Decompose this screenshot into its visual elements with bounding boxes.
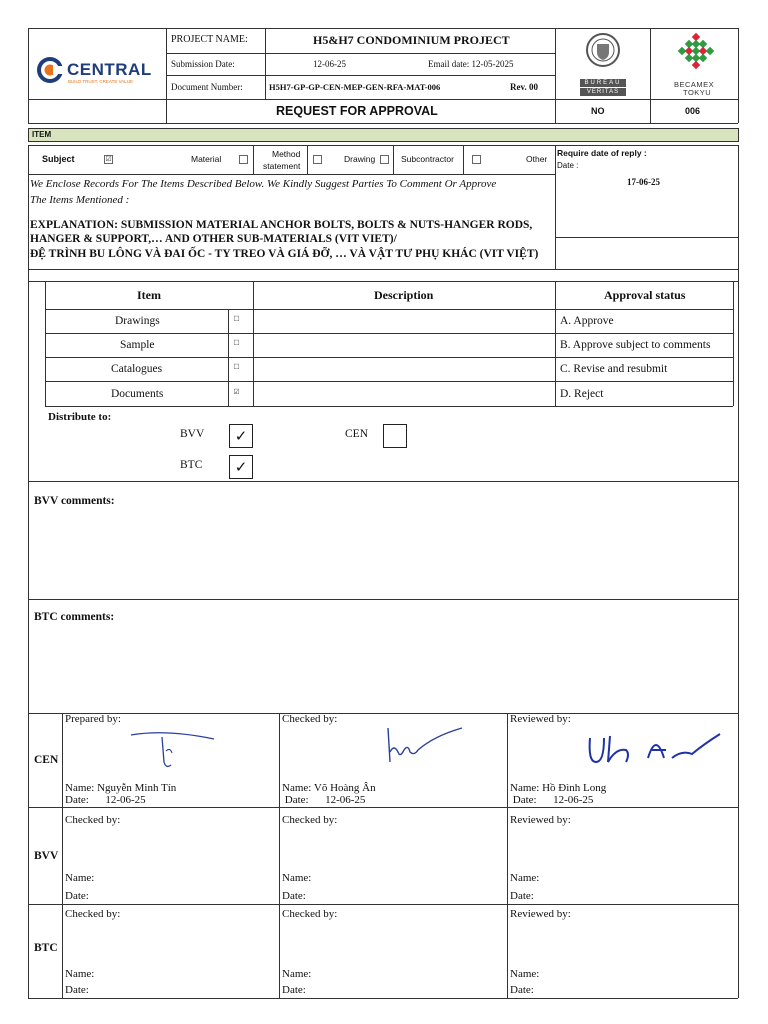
status-a: A. Approve bbox=[560, 315, 614, 327]
bvv-date-3: Date: bbox=[510, 890, 534, 902]
subcontractor-checkbox[interactable] bbox=[472, 155, 481, 164]
logo-brand: CENTRAL bbox=[67, 60, 152, 79]
item-bar-label: ITEM bbox=[32, 130, 52, 139]
reply-date-label: Date : bbox=[557, 161, 579, 170]
rev: Rev. 00 bbox=[510, 82, 538, 92]
material-checkbox[interactable] bbox=[239, 155, 248, 164]
bv-seal-icon bbox=[585, 32, 621, 68]
item-sample: Sample bbox=[120, 339, 155, 351]
catalogues-checkbox[interactable]: ☐ bbox=[233, 363, 240, 371]
cen-reviewed-by: Reviewed by: bbox=[510, 713, 571, 725]
col-status-header: Approval status bbox=[604, 288, 686, 302]
material-label: Material bbox=[191, 154, 222, 164]
btc-date-2: Date: bbox=[282, 984, 306, 996]
becamex-line2: TOKYU bbox=[683, 88, 712, 97]
col-item-header: Item bbox=[137, 288, 161, 302]
item-catalogues: Catalogues bbox=[111, 363, 163, 375]
btc-name-1: Name: bbox=[65, 968, 95, 980]
drawings-checkbox[interactable]: ☐ bbox=[233, 315, 240, 323]
subject-label: Subject bbox=[42, 154, 75, 164]
project-name: H5&H7 CONDOMINIUM PROJECT bbox=[313, 33, 510, 47]
bvv-date-1: Date: bbox=[65, 890, 89, 902]
btc-checked-by-2: Checked by: bbox=[282, 908, 338, 920]
project-name-label: PROJECT NAME: bbox=[171, 34, 248, 45]
submission-date-label: Submission Date: bbox=[171, 59, 235, 69]
distribute-cen-checkbox[interactable] bbox=[383, 424, 407, 448]
btc-date-3: Date: bbox=[510, 984, 534, 996]
sample-checkbox[interactable]: ☐ bbox=[233, 339, 240, 347]
bvv-comments-area[interactable] bbox=[30, 512, 735, 596]
bvv-checked-by-1: Checked by: bbox=[65, 814, 121, 826]
bvv-date-2: Date: bbox=[282, 890, 306, 902]
bv-text-1: BUREAU bbox=[580, 79, 626, 87]
item-drawings: Drawings bbox=[115, 315, 160, 327]
becamex-diamond-icon bbox=[676, 34, 716, 68]
signature-checked bbox=[384, 722, 474, 767]
central-logo-mark bbox=[36, 56, 64, 84]
no-label: NO bbox=[591, 106, 605, 116]
bureau-veritas-logo bbox=[578, 32, 628, 96]
submission-date: 12-06-25 bbox=[313, 59, 346, 69]
item-bar bbox=[28, 128, 739, 142]
reply-label: Require date of reply : bbox=[557, 148, 647, 158]
becamex-logo bbox=[668, 32, 724, 96]
cen-reviewed-name: Name: Hồ Đình Long bbox=[510, 782, 607, 794]
btc-name-2: Name: bbox=[282, 968, 312, 980]
form-title: REQUEST FOR APPROVAL bbox=[276, 104, 438, 118]
method-label-2: statement bbox=[263, 161, 301, 171]
btc-date-1: Date: bbox=[65, 984, 89, 996]
becamex-line1: BECAMEX bbox=[674, 80, 715, 89]
status-c: C. Revise and resubmit bbox=[560, 363, 668, 375]
cen-checked-name: Name: Võ Hoàng Ân bbox=[282, 782, 376, 794]
reply-date: 17-06-25 bbox=[627, 177, 660, 187]
col-description-header: Description bbox=[374, 288, 434, 302]
distribute-label: Distribute to: bbox=[48, 411, 112, 423]
distribute-bvv-label: BVV bbox=[180, 428, 205, 440]
drawing-label: Drawing bbox=[344, 154, 376, 164]
distribute-btc-checkbox[interactable]: ✓ bbox=[229, 455, 253, 479]
bvv-name-3: Name: bbox=[510, 872, 540, 884]
signature-reviewed bbox=[586, 728, 726, 778]
bvv-checked-by-2: Checked by: bbox=[282, 814, 338, 826]
subject-checkbox[interactable]: ☑ bbox=[105, 155, 112, 163]
btc-reviewed-by: Reviewed by: bbox=[510, 908, 571, 920]
bvv-name-2: Name: bbox=[282, 872, 312, 884]
doc-number-label: Document Number: bbox=[171, 82, 243, 92]
enclose-line-1: We Enclose Records For The Items Described Below. We Kindly Suggest Parties To Comment Or Approve bbox=[30, 178, 497, 190]
explanation-line-1: EXPLANATION: SUBMISSION MATERIAL ANCHOR BOLTS, BOLTS & NUTS-HANGER RODS, bbox=[30, 219, 533, 231]
bvv-name-1: Name: bbox=[65, 872, 95, 884]
party-cen: CEN bbox=[34, 754, 59, 766]
documents-checkbox[interactable]: ☑ bbox=[233, 388, 240, 396]
explanation-line-3: ĐỆ TRÌNH BU LÔNG VÀ ĐAI ỐC - TY TREO VÀ GIÁ ĐỠ, … VÀ VẬT TƯ PHỤ KHÁC (VIT VIỆT) bbox=[30, 248, 539, 260]
status-b: B. Approve subject to comments bbox=[560, 339, 711, 351]
bvv-comments-label: BVV comments: bbox=[34, 495, 115, 507]
btc-comments-area[interactable] bbox=[30, 628, 735, 710]
enclose-line-2: The Items Mentioned : bbox=[30, 194, 130, 206]
method-checkbox[interactable] bbox=[313, 155, 322, 164]
logo-tagline: BUILD TRUST, CREATE VALUE bbox=[68, 79, 134, 84]
distribute-cen-label: CEN bbox=[345, 428, 368, 440]
cen-checked-by: Checked by: bbox=[282, 713, 338, 725]
party-btc: BTC bbox=[34, 942, 58, 954]
btc-name-3: Name: bbox=[510, 968, 540, 980]
signature-prepared bbox=[126, 727, 226, 777]
cen-reviewed-date: Date: 12-06-25 bbox=[510, 794, 594, 806]
cen-checked-date: Date: 12-06-25 bbox=[282, 794, 366, 806]
doc-number: H5H7-GP-GP-CEN-MEP-GEN-RFA-MAT-006 bbox=[269, 82, 441, 92]
bvv-reviewed-by: Reviewed by: bbox=[510, 814, 571, 826]
email-date: Email date: 12-05-2025 bbox=[428, 59, 514, 69]
bv-text-2: VERITAS bbox=[580, 88, 626, 96]
cen-prepared-name: Name: Nguyễn Minh Tín bbox=[65, 782, 177, 794]
cen-prepared-by: Prepared by: bbox=[65, 713, 121, 725]
btc-comments-label: BTC comments: bbox=[34, 611, 115, 623]
status-d: D. Reject bbox=[560, 388, 604, 400]
subcontractor-label: Subcontractor bbox=[401, 154, 454, 164]
distribute-btc-label: BTC bbox=[180, 459, 203, 471]
other-label: Other bbox=[526, 154, 548, 164]
item-documents: Documents bbox=[111, 388, 164, 400]
cen-prepared-date: Date: 12-06-25 bbox=[65, 794, 146, 806]
drawing-checkbox[interactable] bbox=[380, 155, 389, 164]
distribute-bvv-checkbox[interactable]: ✓ bbox=[229, 424, 253, 448]
method-label-1: Method bbox=[272, 149, 301, 159]
central-logo bbox=[36, 54, 166, 94]
no-value: 006 bbox=[685, 106, 701, 116]
btc-checked-by-1: Checked by: bbox=[65, 908, 121, 920]
party-bvv: BVV bbox=[34, 850, 59, 862]
explanation-line-2: HANGER & SUPPORT,… AND OTHER SUB-MATERIALS (VIT VIET)/ bbox=[30, 233, 397, 245]
